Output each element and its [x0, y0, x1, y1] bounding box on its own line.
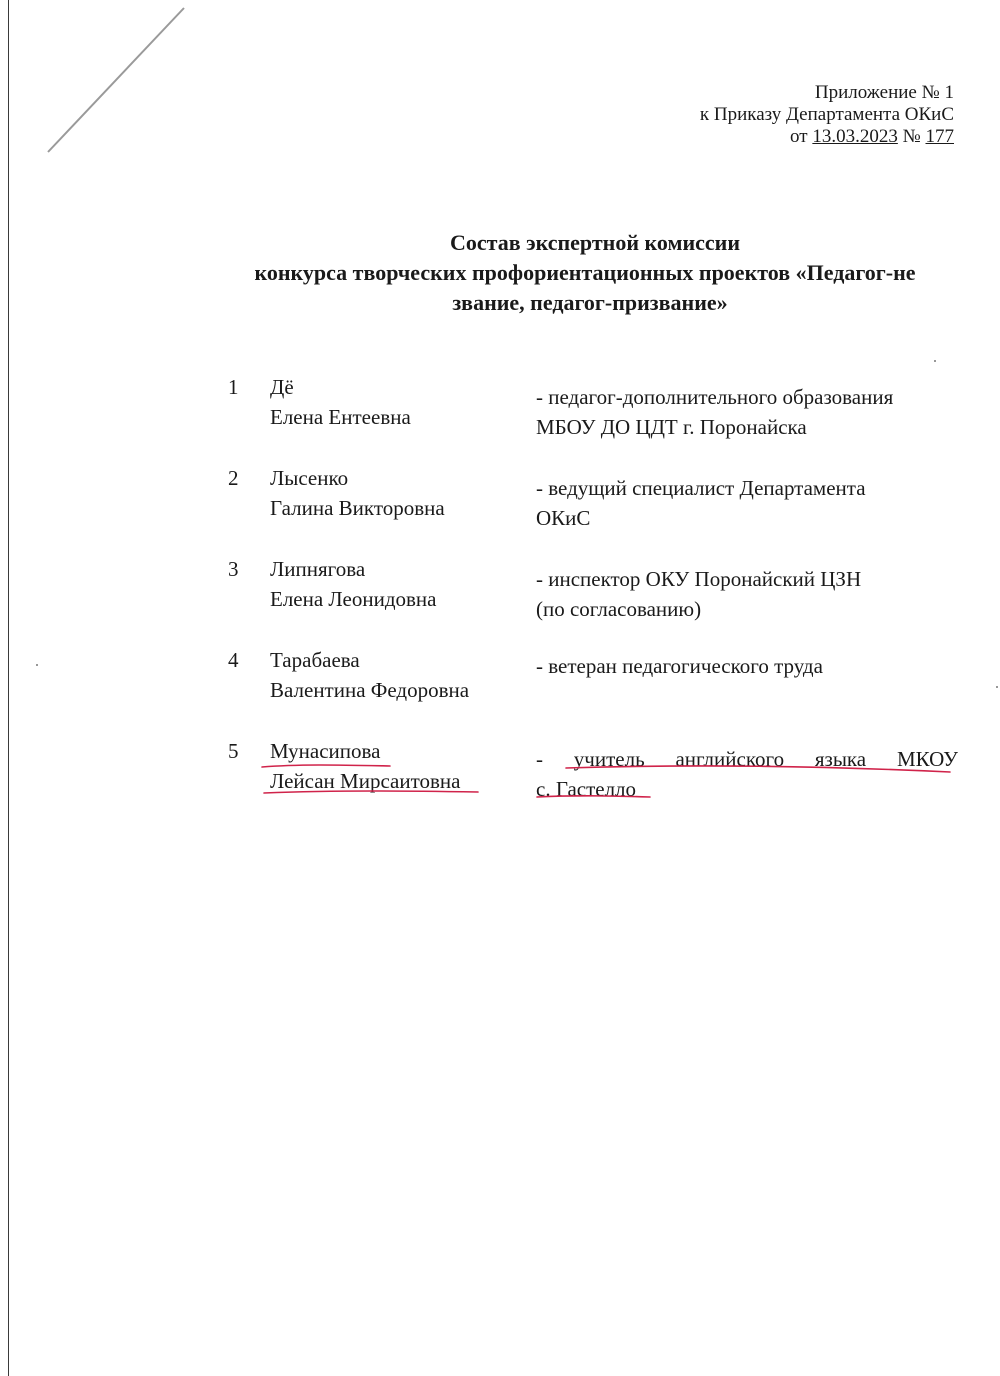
member-name [270, 736, 520, 796]
scan-fold-corner [0, 0, 200, 170]
member-role-line-2: ОКиС [536, 506, 591, 530]
member-role-line-1: - ведущий специалист Департамента [536, 476, 866, 500]
member-role-line-2: (по согласованию) [536, 597, 702, 621]
role-word: английского [675, 747, 785, 771]
role-word: языка [814, 747, 867, 771]
member-number: 5 [228, 739, 239, 763]
member-surname: Дё [270, 375, 294, 399]
member-role-line-1: - педагог-дополнительного образования [536, 385, 894, 409]
member-given-names: Лейсан Мирсаитовна [270, 769, 461, 793]
member-name [270, 463, 520, 523]
number-prefix: № [897, 126, 926, 147]
appendix-header [700, 82, 954, 148]
member-name [270, 372, 520, 432]
member-surname: Лысенко [270, 466, 349, 490]
appendix-line-3 [700, 126, 954, 148]
member-surname: Липнягова [270, 557, 366, 581]
date-prefix: от [790, 126, 813, 147]
document-title [170, 228, 1000, 318]
title-line-2: конкурса творческих профориентационных проектов «Педагог-не [254, 260, 916, 285]
appendix-line-1: Приложение № 1 [814, 82, 954, 103]
member-role-line-1: - ветеран педагогического труда [536, 654, 823, 678]
scan-speck [36, 664, 38, 666]
scan-left-edge [8, 0, 9, 1376]
member-role-line-2: МБОУ ДО ЦДТ г. Поронайска [536, 415, 807, 439]
member-name [270, 645, 520, 705]
member-number: 1 [228, 375, 239, 399]
role-word: - [536, 747, 543, 771]
title-line-3: звание, педагог-призвание» [452, 290, 728, 315]
role-word: учитель [573, 747, 645, 771]
member-given-names: Валентина Федоровна [270, 678, 470, 702]
order-date: 13.03.2023 [812, 126, 898, 147]
title-line-1: Состав экспертной комиссии [449, 230, 741, 255]
member-role [536, 651, 958, 681]
member-role-line-1 [536, 744, 958, 774]
member-number: 3 [228, 557, 239, 581]
appendix-line-2: к Приказу Департамента ОКиС [699, 104, 954, 125]
scan-speck [934, 360, 936, 362]
member-role-line-1: - инспектор ОКУ Поронайский ЦЗН [536, 567, 862, 591]
member-given-names: Галина Викторовна [270, 496, 445, 520]
member-role [536, 473, 958, 533]
member-role [536, 564, 958, 624]
member-given-names: Елена Леонидовна [270, 587, 437, 611]
member-number: 4 [228, 648, 239, 672]
member-role [536, 382, 958, 442]
role-word: МКОУ [896, 747, 958, 771]
scan-speck [996, 686, 998, 688]
member-name [270, 554, 520, 614]
member-surname: Тарабаева [270, 648, 360, 672]
member-surname: Мунасипова [270, 739, 381, 763]
member-number: 2 [228, 466, 239, 490]
member-role-line-2: с. Гастелло [536, 777, 637, 801]
order-number: 177 [925, 126, 954, 147]
member-role [536, 744, 958, 804]
member-given-names: Елена Ентеевна [270, 405, 411, 429]
